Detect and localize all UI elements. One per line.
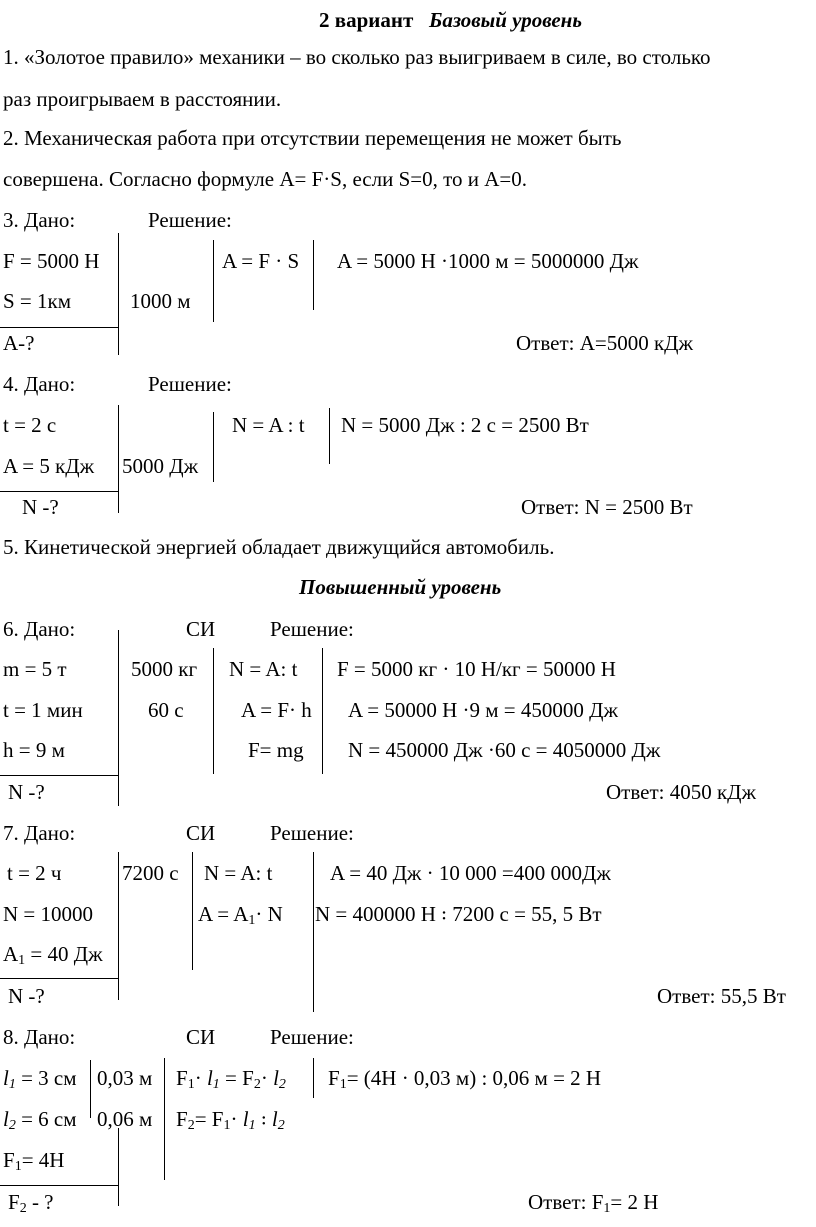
q6-si1: 5000 кг bbox=[131, 657, 198, 681]
q6-find: N -? bbox=[8, 780, 45, 804]
q8-divider-si bbox=[164, 1058, 165, 1180]
q2-line2: совершена. Согласно формуле A= F·S, если S=0, то и A=0. bbox=[3, 167, 528, 191]
q2-line1: 2. Механическая работа при отсутствии перемещения не может быть bbox=[3, 126, 622, 150]
q8-si1: 0,03 м bbox=[97, 1066, 153, 1090]
q6-dano: 6. Дано: bbox=[3, 617, 76, 641]
q7-dano: 7. Дано: bbox=[3, 821, 76, 845]
q3-given1: F = 5000 Н bbox=[3, 249, 100, 273]
q6-reshenie: Решение: bbox=[270, 617, 354, 641]
q6-si: СИ bbox=[186, 617, 216, 641]
q8-dano: 8. Дано: bbox=[3, 1025, 76, 1049]
q7-find: N -? bbox=[8, 984, 45, 1008]
q8-divider-given bbox=[90, 1060, 91, 1118]
q3-find-line bbox=[0, 327, 118, 328]
q4-given2: A = 5 кДж bbox=[3, 454, 95, 478]
q8-formula1: $F_1\cdot l_1 = F_2\cdot l_2$ bbox=[176, 1066, 286, 1092]
q6-formula1: N = A: t bbox=[229, 657, 298, 681]
q4-si2: 5000 Дж bbox=[122, 454, 199, 478]
q6-si2: 60 с bbox=[148, 698, 184, 722]
q7-si1: 7200 с bbox=[122, 861, 179, 885]
q8-divider-formula bbox=[313, 1058, 314, 1098]
basic-level-label: Базовый уровень bbox=[429, 8, 582, 32]
q3-reshenie: Решение: bbox=[148, 208, 232, 232]
variant-heading: 2 вариант Базовый уровень bbox=[319, 8, 582, 32]
q7-formula2: $A = A_1\cdot N$ bbox=[198, 902, 283, 928]
q4-reshenie: Решение: bbox=[148, 372, 232, 396]
q7-given2: N = 10000 bbox=[3, 902, 94, 926]
q8-calc1: $F_1= (4Н \cdot 0,03$ м) : 0,06 м = 2 Н bbox=[328, 1066, 602, 1092]
q8-given2: $l_2 = 6$ см bbox=[3, 1107, 77, 1133]
q4-divider-formula bbox=[329, 408, 330, 464]
q3-divider-si bbox=[213, 240, 214, 322]
q3-calc: A = 5000 Н ·1000 м = 5000000 Дж bbox=[337, 249, 639, 273]
q3-divider-given bbox=[118, 233, 119, 355]
q7-divider-si bbox=[192, 852, 193, 970]
q3-answer: Ответ: A=5000 кДж bbox=[516, 331, 694, 355]
q4-divider-given bbox=[118, 405, 119, 513]
q8-given3: $F_1= 4Н$ bbox=[3, 1148, 65, 1174]
q3-formula: A = F · S bbox=[222, 249, 300, 273]
q6-given3: h = 9 м bbox=[3, 738, 65, 762]
q8-formula2: $F_2= F_1\cdot l_1$ ꞉ $l_2$ bbox=[176, 1107, 285, 1133]
q6-divider-formula bbox=[322, 648, 323, 774]
q3-si2: 1000 м bbox=[130, 289, 191, 313]
q8-given1: $l_1 = 3$ см bbox=[3, 1066, 77, 1092]
q6-given2: t = 1 мин bbox=[3, 698, 83, 722]
q4-calc: N = 5000 Дж : 2 с = 2500 Вт bbox=[341, 413, 589, 437]
q7-divider-given bbox=[118, 852, 119, 1000]
q4-find: N -? bbox=[22, 495, 59, 519]
q7-divider-formula bbox=[313, 852, 314, 1012]
q6-answer: Ответ: 4050 кДж bbox=[606, 780, 757, 804]
q6-calc3: N = 450000 Дж ·60 с = 4050000 Дж bbox=[348, 738, 661, 762]
q6-calc2: A = 50000 Н ·9 м = 450000 Дж bbox=[348, 698, 618, 722]
q3-divider-formula bbox=[313, 240, 314, 310]
q6-find-line bbox=[0, 775, 118, 776]
q4-dano: 4. Дано: bbox=[3, 372, 76, 396]
q7-reshenie: Решение: bbox=[270, 821, 354, 845]
q4-given1: t = 2 с bbox=[3, 413, 57, 437]
q6-formula3: F= mg bbox=[248, 738, 304, 762]
q6-formula2: A = F· h bbox=[241, 698, 312, 722]
advanced-level-heading: Повышенный уровень bbox=[299, 575, 502, 599]
q6-given1: m = 5 т bbox=[3, 657, 67, 681]
q1-line2: раз проигрываем в расстоянии. bbox=[3, 87, 282, 111]
q8-divider-given-lower bbox=[118, 1128, 119, 1206]
q7-given1: t = 2 ч bbox=[7, 861, 62, 885]
q7-si: СИ bbox=[186, 821, 216, 845]
q6-divider-si bbox=[213, 648, 214, 774]
q7-find-line bbox=[0, 978, 118, 979]
q8-si2: 0,06 м bbox=[97, 1107, 153, 1131]
q8-answer: Ответ: $F_1= 2$ Н bbox=[528, 1190, 659, 1216]
q3-dano: 3. Дано: bbox=[3, 208, 76, 232]
q7-calc2: N = 400000 Н ꞉ 7200 с = 55, 5 Вт bbox=[315, 902, 602, 926]
q4-divider-si bbox=[213, 412, 214, 482]
q3-given2: S = 1км bbox=[3, 289, 72, 313]
q7-calc1: A = 40 Дж · 10 000 =400 000Дж bbox=[330, 861, 611, 885]
q4-answer: Ответ: N = 2500 Вт bbox=[521, 495, 693, 519]
q7-given3: $A_1 = 40$ Дж bbox=[3, 942, 103, 968]
q3-find: A-? bbox=[3, 331, 35, 355]
q7-answer: Ответ: 55,5 Вт bbox=[657, 984, 786, 1008]
q8-reshenie: Решение: bbox=[270, 1025, 354, 1049]
q7-formula1: N = A: t bbox=[204, 861, 273, 885]
q8-find-line bbox=[0, 1185, 118, 1186]
q8-find: $F_2$ - ? bbox=[8, 1190, 54, 1216]
q4-formula: N = A : t bbox=[232, 413, 305, 437]
q5-text: 5. Кинетической энергией обладает движущийся автомобиль. bbox=[3, 535, 555, 559]
q4-find-line bbox=[0, 491, 118, 492]
q6-calc1: F = 5000 кг · 10 Н/кг = 50000 Н bbox=[337, 657, 616, 681]
q8-si: СИ bbox=[186, 1025, 216, 1049]
q1-line1: 1. «Золотое правило» механики – во сколько раз выигриваем в силе, во столько bbox=[3, 45, 711, 69]
q6-divider-given bbox=[118, 630, 119, 806]
